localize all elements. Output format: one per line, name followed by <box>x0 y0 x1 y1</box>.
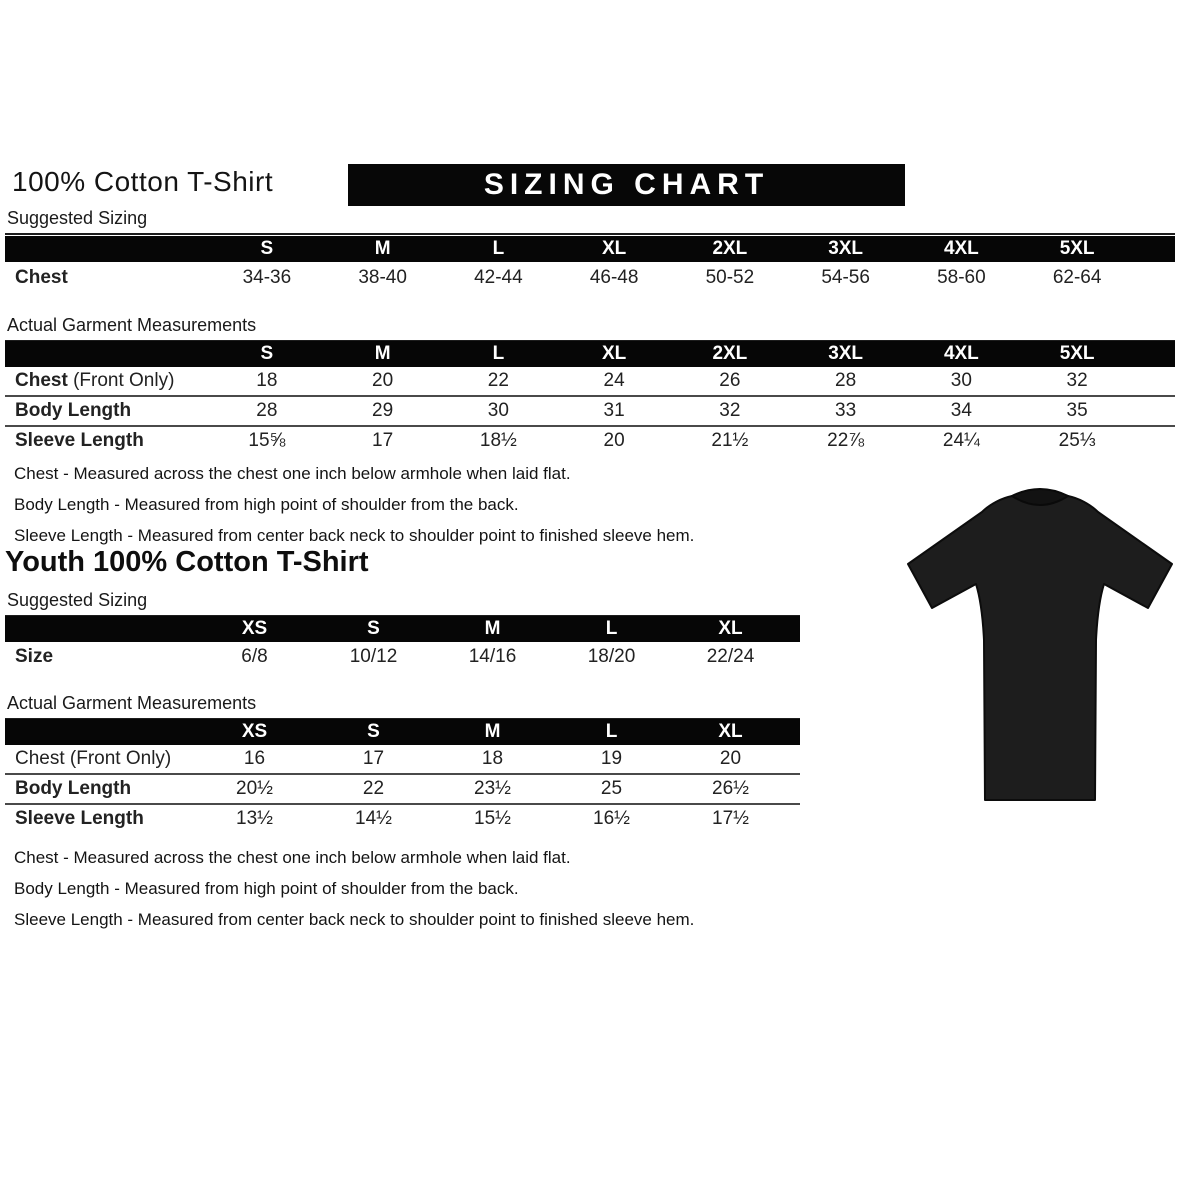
row-label-suffix: (Front Only) <box>67 370 175 391</box>
column-header: S <box>260 343 274 364</box>
table-header-row <box>5 341 1175 367</box>
value-cell: 20 <box>603 430 625 451</box>
column-header: 3XL <box>828 238 864 259</box>
note-line: Body Length - Measured from high point of shoulder from the back. <box>14 879 519 898</box>
table-row <box>5 745 800 775</box>
tshirt-body-shape <box>908 490 1172 800</box>
youth-suggested-sizing-label: Suggested Sizing <box>5 590 800 617</box>
value-cell: 62-64 <box>1052 267 1102 288</box>
page-title: 100% Cotton T-Shirt <box>12 166 274 197</box>
value-cell: 25⅓ <box>1058 430 1096 451</box>
youth-measurement-notes <box>14 842 694 935</box>
value-cell: 20 <box>719 748 742 769</box>
value-cell: 32 <box>719 400 741 421</box>
note-line: Chest - Measured across the chest one inch below armhole when laid flat. <box>14 464 571 483</box>
value-cell: 38-40 <box>358 267 407 288</box>
tshirt-graphic <box>890 482 1190 812</box>
value-cell: 22⅞ <box>827 430 865 451</box>
table-row <box>5 642 800 672</box>
value-cell: 18/20 <box>587 646 636 667</box>
column-header: L <box>605 618 618 639</box>
column-header: 4XL <box>943 238 979 259</box>
row-label <box>5 370 209 392</box>
value-cell: 22 <box>362 778 385 799</box>
value-cell: 17½ <box>712 808 749 829</box>
adult-measurement-notes <box>14 458 694 551</box>
row-label-main: Chest <box>15 370 68 391</box>
note-line: Chest - Measured across the chest one inch below armhole when laid flat. <box>14 848 571 867</box>
value-cell: 14/16 <box>468 646 517 667</box>
value-cell: 22 <box>487 370 509 391</box>
column-header: M <box>374 238 391 259</box>
value-cell: 33 <box>835 400 857 421</box>
value-cell: 23½ <box>474 778 511 799</box>
row-label: Body Length <box>15 778 132 799</box>
column-header: L <box>492 238 505 259</box>
table-row <box>5 427 1175 455</box>
row-label: Chest <box>15 267 68 288</box>
value-cell: 14½ <box>355 808 392 829</box>
value-cell: 10/12 <box>349 646 398 667</box>
value-cell: 15½ <box>474 808 511 829</box>
value-cell: 15⅝ <box>248 430 286 451</box>
column-header: 2XL <box>712 238 748 259</box>
value-cell: 13½ <box>236 808 273 829</box>
column-header: L <box>605 721 618 742</box>
value-cell: 28 <box>256 400 278 421</box>
column-header: S <box>260 238 274 259</box>
adult-suggested-sizing-table <box>5 236 1175 294</box>
youth-suggested-sizing-table <box>5 616 800 672</box>
row-label: Sleeve Length <box>15 808 144 829</box>
column-header: XL <box>718 618 743 639</box>
value-cell: 29 <box>372 400 394 421</box>
value-cell: 21½ <box>711 430 749 451</box>
value-cell: 17 <box>372 430 394 451</box>
column-header: XS <box>241 618 268 639</box>
note-line: Sleeve Length - Measured from center back neck to shoulder point to finished sleeve hem. <box>14 526 695 545</box>
column-header: S <box>367 721 380 742</box>
value-cell: 35 <box>1066 400 1088 421</box>
value-cell: 32 <box>1066 370 1088 391</box>
adult-suggested-sizing-label: Suggested Sizing <box>5 208 1175 235</box>
column-header: 4XL <box>943 343 979 364</box>
table-row <box>5 262 1175 294</box>
table-row <box>5 367 1175 397</box>
value-cell: 6/8 <box>241 646 268 667</box>
value-cell: 18½ <box>479 430 517 451</box>
row-label: Size <box>15 646 54 667</box>
note-line: Sleeve Length - Measured from center back neck to shoulder point to finished sleeve hem. <box>14 910 695 929</box>
value-cell: 25 <box>600 778 623 799</box>
black-tshirt-image <box>890 482 1190 812</box>
column-header: 3XL <box>828 343 864 364</box>
value-cell: 34-36 <box>242 267 292 288</box>
adult-actual-measurements-label: Actual Garment Measurements <box>5 315 1175 342</box>
value-cell: 22/24 <box>706 646 755 667</box>
table-row <box>5 805 800 833</box>
table-row <box>5 397 1175 427</box>
adult-actual-measurements-table <box>5 341 1175 455</box>
value-cell: 18 <box>481 748 504 769</box>
value-cell: 16 <box>243 748 266 769</box>
value-cell: 58-60 <box>937 267 986 288</box>
youth-actual-measurements-label: Actual Garment Measurements <box>5 693 800 720</box>
column-header: M <box>484 721 501 742</box>
table-row <box>5 775 800 805</box>
value-cell: 20½ <box>236 778 273 799</box>
value-cell: 34 <box>950 400 972 421</box>
table-header-row <box>5 719 800 745</box>
column-header: M <box>484 618 501 639</box>
column-header: XS <box>241 721 268 742</box>
value-cell: 16½ <box>593 808 630 829</box>
value-cell: 18 <box>256 370 278 391</box>
row-label: Chest (Front Only) <box>15 748 172 769</box>
sizing-chart-banner <box>348 164 905 206</box>
youth-actual-measurements-table <box>5 719 800 833</box>
value-cell: 30 <box>950 370 972 391</box>
value-cell: 24¼ <box>942 430 980 451</box>
column-header: L <box>492 343 505 364</box>
value-cell: 42-44 <box>474 267 523 288</box>
value-cell: 26½ <box>712 778 749 799</box>
value-cell: 54-56 <box>821 267 870 288</box>
value-cell: 17 <box>362 748 385 769</box>
value-cell: 28 <box>835 370 857 391</box>
column-header: XL <box>601 343 627 364</box>
sizing-chart-banner-text: SIZING CHART <box>483 168 770 201</box>
value-cell: 20 <box>372 370 394 391</box>
column-header: XL <box>601 238 627 259</box>
row-label: Body Length <box>15 400 132 421</box>
youth-section-heading: Youth 100% Cotton T-Shirt <box>5 546 369 578</box>
note-line: Body Length - Measured from high point of shoulder from the back. <box>14 495 519 514</box>
value-cell: 19 <box>600 748 623 769</box>
column-header: 5XL <box>1059 238 1095 259</box>
value-cell: 26 <box>719 370 741 391</box>
column-header: 5XL <box>1059 343 1095 364</box>
value-cell: 50-52 <box>705 267 755 288</box>
column-header: S <box>367 618 380 639</box>
column-header: 2XL <box>712 343 748 364</box>
value-cell: 24 <box>603 370 625 391</box>
value-cell: 31 <box>603 400 625 421</box>
column-header: XL <box>718 721 743 742</box>
value-cell: 30 <box>487 400 509 421</box>
value-cell: 46-48 <box>589 267 639 288</box>
table-header-row <box>5 616 800 642</box>
row-label: Sleeve Length <box>15 430 144 451</box>
table-header-row <box>5 236 1175 262</box>
column-header: M <box>374 343 391 364</box>
